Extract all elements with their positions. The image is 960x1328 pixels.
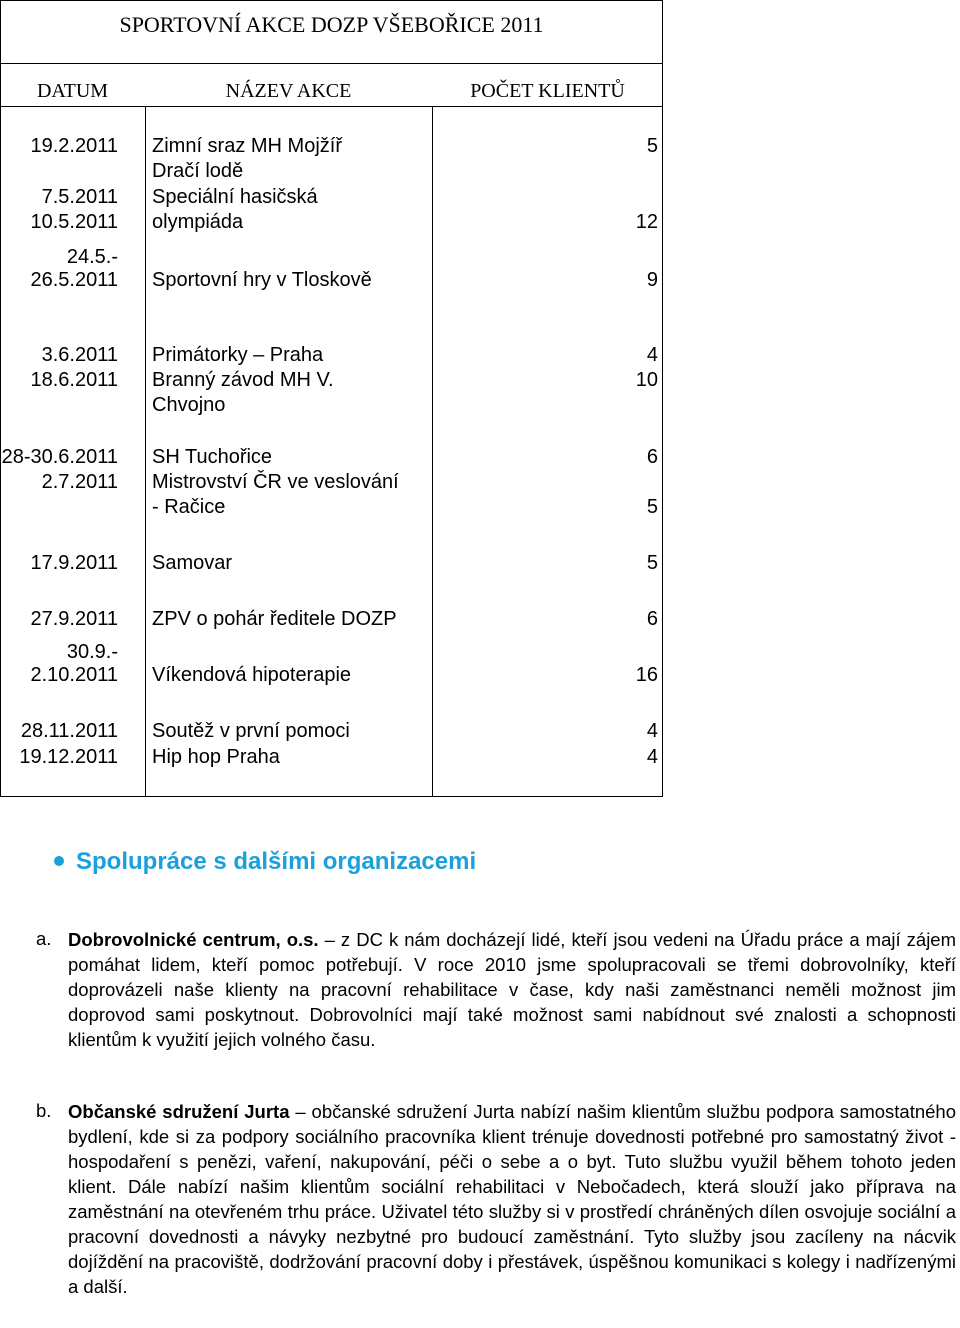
event-name: Primátorky – Praha — [152, 344, 324, 366]
event-name: Branný závod MH V. — [152, 369, 334, 391]
event-date: 28.11.2011 — [20, 720, 118, 742]
event-name: Soutěž v první pomoci — [152, 720, 350, 742]
paragraph-line: – občanské sdružení Jurta nabízí našim klientům službu — [295, 1101, 761, 1122]
paragraph-line: o sebe a o byt. Tuto službu využil během tohoto jeden klient. Dále nabízí našim klientům — [68, 1151, 957, 1197]
item-paragraph — [68, 927, 956, 1052]
event-count: 4 — [646, 720, 658, 742]
event-count: 5 — [646, 135, 658, 157]
event-date: 30.9.- — [66, 641, 118, 663]
column-divider-2 — [432, 106, 433, 797]
event-date: 2.7.2011 — [41, 471, 118, 493]
event-count: 10 — [635, 369, 658, 391]
column-divider-1 — [145, 106, 146, 797]
item-paragraph — [68, 1099, 956, 1299]
event-count: 4 — [646, 344, 658, 366]
paragraph-line: dojíždění na pracoviště, dodržování pracovní doby i přestávek, úspěšnou komunikaci s — [68, 1251, 782, 1272]
event-date: 26.5.2011 — [30, 269, 118, 291]
paragraph-line: podpora samostatného bydlení, kde si za podpory sociálního pracovníka klient trénuje — [68, 1101, 957, 1147]
paragraph-line: dovednosti potřebné pro samostatný život - hospodaření s penězi, vaření, nakupování, péči — [68, 1126, 957, 1172]
event-date: 3.6.2011 — [41, 344, 118, 366]
paragraph-line: – z DC k nám docházejí lidé, kteří jsou vedeni na Úřadu — [324, 929, 791, 950]
item-marker: b. — [36, 1100, 52, 1121]
event-date: 28-30.6.2011 — [1, 446, 118, 468]
header-count: POČET KLIENTŮ — [470, 80, 625, 102]
event-date: 19.2.2011 — [30, 135, 118, 157]
event-count: 5 — [646, 496, 658, 518]
paragraph-line: práce a mají zájem pomáhat lidem, kteří pomoc potřebují. V roce 2010 jsme spolupracovali — [68, 929, 957, 975]
event-date: 10.5.2011 — [30, 211, 118, 233]
event-name: Sportovní hry v Tloskově — [152, 269, 372, 291]
event-date: 17.9.2011 — [30, 552, 118, 574]
paragraph-line: se třemi dobrovolníky, kteří doprovázeli naše klienty na pracovní rehabilitace v čase, kdy — [68, 954, 956, 1000]
event-count: 6 — [646, 608, 658, 630]
paragraph-line: trhu práce. Uživatel této služby si v prostředí chráněných dílen osvojuje sociální a pracovní — [68, 1201, 956, 1247]
paragraph-line: dovednosti a návyky nezbytné pro budoucí zaměstnání. Tyto služby jsou zacíleny na nácvik — [148, 1226, 956, 1247]
event-date: 18.6.2011 — [30, 369, 118, 391]
event-date: 24.5.- — [66, 246, 118, 268]
bullet-icon — [54, 856, 64, 866]
header-divider — [0, 106, 663, 107]
section-title: Spolupráce s dalšími organizacemi — [76, 848, 477, 875]
event-count: 5 — [646, 552, 658, 574]
organization-name: Občanské sdružení Jurta — [68, 1101, 290, 1122]
title-divider — [0, 63, 663, 64]
paragraph-line: naši zaměstnanci neměli možnost jim doprovod sami poskytnout. Dobrovolníci mají také — [68, 979, 956, 1025]
event-name: Chvojno — [152, 394, 226, 416]
event-name: ZPV o pohár ředitele DOZP — [152, 608, 397, 630]
header-name: NÁZEV AKCE — [225, 80, 352, 102]
event-name: olympiáda — [152, 211, 244, 233]
event-name: SH Tuchořice — [152, 446, 273, 468]
event-count: 12 — [635, 211, 658, 233]
event-count: 6 — [646, 446, 658, 468]
event-date: 7.5.2011 — [41, 186, 118, 208]
item-marker: a. — [36, 928, 52, 949]
paragraph-line: sociální rehabilitaci v Nebočadech, která slouží jako příprava na zaměstnání na otevřeném — [68, 1176, 956, 1222]
event-name: Víkendová hipoterapie — [152, 664, 352, 686]
table-title: SPORTOVNÍ AKCE DOZP VŠEBOŘICE 2011 — [119, 12, 544, 37]
event-name: - Račice — [152, 496, 226, 518]
event-name: Hip hop Praha — [152, 746, 280, 768]
event-date: 2.10.2011 — [30, 664, 118, 686]
event-name: Samovar — [152, 552, 233, 574]
event-name: Zimní sraz MH Mojžíř — [152, 135, 342, 157]
event-count: 4 — [646, 746, 658, 768]
header-date: DATUM — [36, 80, 109, 102]
paragraph-line: kolegy i nadřízenými a další. — [68, 1251, 956, 1297]
event-name: Speciální hasičská — [152, 186, 318, 208]
paragraph-line: možnost sami nabídnout své znalosti a schopnosti klientům k využití jejich volného času. — [68, 1004, 957, 1050]
event-name: Mistrovství ČR ve veslování — [152, 471, 399, 493]
organization-name: Dobrovolnické centrum, o.s. — [68, 929, 319, 950]
event-count: 16 — [635, 664, 658, 686]
event-date: 27.9.2011 — [30, 608, 118, 630]
event-date: 19.12.2011 — [19, 746, 118, 768]
event-name: Dračí lodě — [152, 160, 244, 182]
event-count: 9 — [646, 269, 658, 291]
